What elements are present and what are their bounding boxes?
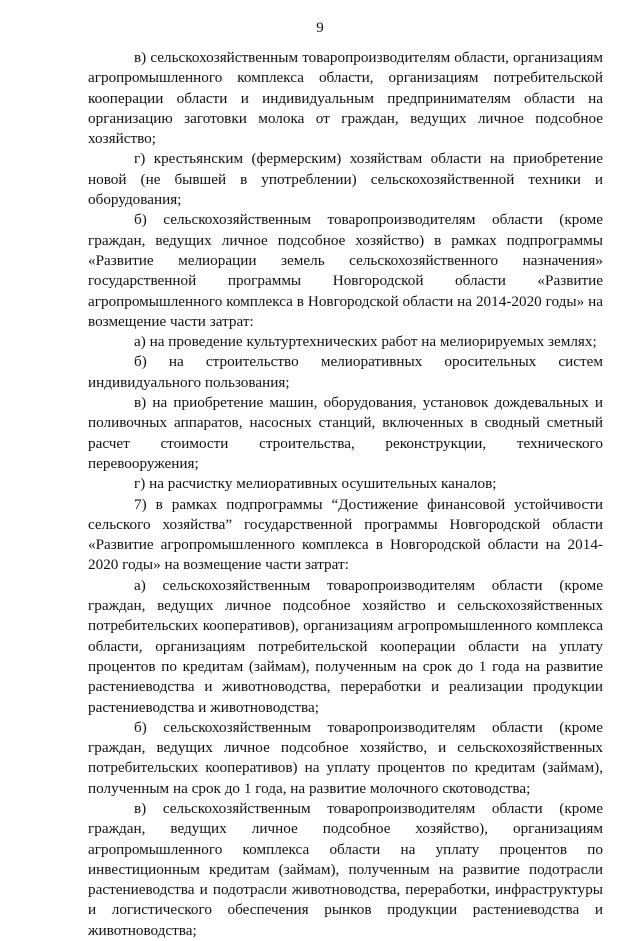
page-number: 9 [316, 20, 324, 36]
paragraph-canal-clearing: г) на расчистку мелиоративных осушительных каналов; [134, 475, 497, 493]
paragraph-cultural-technical-works: а) на проведение культуртехнических работ на мелиорируемых землях; [134, 333, 597, 351]
paragraph-machinery-purchase: в) на приобретение машин, оборудования, установок дождевальных и поливочных аппаратов, насосных станций, включенных в сводный сметный расчет стоимости строительства, реконструкции, технического перевооружения; [88, 394, 603, 472]
paragraph-irrigation-systems: б) на строительство мелиоративных оросительных систем индивидуального пользования; [88, 353, 603, 391]
paragraph-milk-procurement: в) сельскохозяйственным товаропроизводителям области, организациям агропромышленного комплекса области, организациям потребительской кооперации области и индивидуальным предпринимателям области на организацию заготовки молока от граждан, ведущих личное подсобное хозяйство; [88, 49, 603, 148]
paragraph-short-term-credit: а) сельскохозяйственным товаропроизводителям области (кроме граждан, ведущих личное подсобное хозяйство и сельскохозяйственных потребительских кооперативов), организациям агропромышленного комплекса области, организациям потребительской кооперации области на уплату процентов по кредитам (займам), полученным на срок до 1 года на развитие растениеводства и животноводства, переработки и реализации продукции растениеводства и животноводства; [88, 576, 603, 716]
document-body [88, 48, 603, 941]
paragraph-investment-credit: в) сельскохозяйственным товаропроизводителям области (кроме граждан, ведущих личное подсобное хозяйство), организациям агропромышленного комплекса области на уплату процентов по инвестиционным кредитам (займам), полученным на развитие подотрасли растениеводства и подотрасли животноводства, переработки, инфраструктуры и логистического обеспечения рынков продукции растениеводства и животноводства; [88, 799, 603, 939]
paragraph-melioration-subprogram: б) сельскохозяйственным товаропроизводителям области (кроме граждан, ведущих личное подсобное хозяйство) в рамках подпрограммы «Развитие мелиорации земель сельскохозяйственного назначения» государственной программы Новгородской области «Развитие агропромышленного комплекса в Новгородской области на 2014-2020 годы» на возмещение части затрат: [88, 211, 603, 330]
paragraph-dairy-credit: б) сельскохозяйственным товаропроизводителям области (кроме граждан, ведущих личное подсобное хозяйство, и сельскохозяйственных потребительских кооперативов) на уплату процентов по кредитам (займам), полученным на срок до 1 года, на развитие молочного скотоводства; [88, 718, 603, 797]
paragraph-farm-equipment: г) крестьянским (фермерским) хозяйствам области на приобретение новой (не бывшей в употреблении) сельскохозяйственной техники и оборудования; [88, 150, 603, 209]
paragraph-financial-stability-subprogram: 7) в рамках подпрограммы “Достижение финансовой устойчивости сельского хозяйства” государственной программы Новгородской области «Развитие агропромышленного комплекса в Новгородской области на 2014-2020 годы» на возмещение части затрат: [88, 495, 603, 574]
